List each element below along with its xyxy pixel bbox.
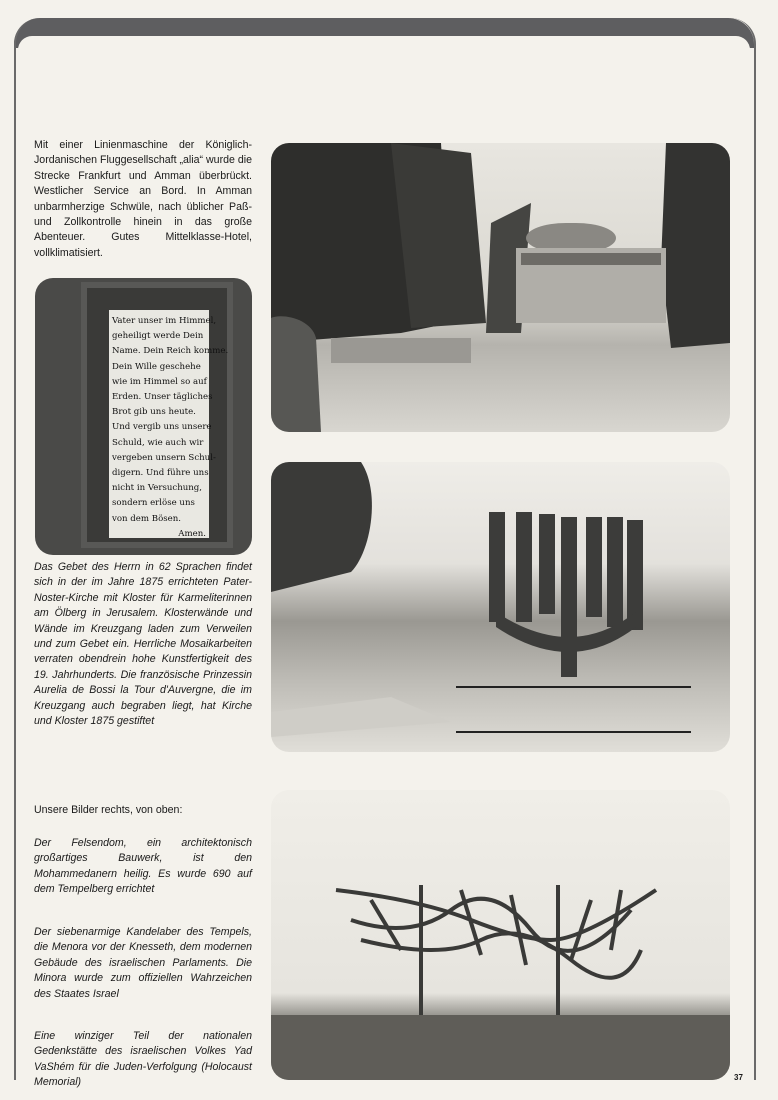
prayer-line: geheiligt werde Dein: [112, 331, 204, 342]
prayer-tile-text: [109, 310, 229, 539]
prayer-line: Vater unser im Himmel,: [112, 316, 217, 326]
caption-menora: Der siebenarmige Kandelaber des Tempels, die Menora vor der Knesseth, dem modernen Gebäude des israelischen Parlaments. Die Minora wurde zum offiziellen Wahrzeichen des Staates Israel: [34, 926, 252, 1000]
tile-caption: Das Gebet des Herrn in 62 Sprachen findet sich in der im Jahre 1875 errichteten Pater-Noster-Kirche mit Kloster für Karmeliterinnen am Ölberg in Jerusalem. Klosterwände und Wände im Kreuzgang laden zum Verweilen und zum Gebet ein. Herrliche Mosaikarbeiten verraten obendrein hohe Kunstfertigkeit des 19. Jahrhunderts. Die französische Prinzessin Aurelia de Bossi la Tour d'Auvergne, die im Kreuzgang auch begraben liegt, hat Kirche und Kloster 1875 gestiftet: [34, 561, 252, 728]
photo-dome-of-the-rock: [271, 143, 730, 432]
prayer-line: Brot gib uns heute.: [112, 407, 196, 418]
pictures-heading: Unsere Bilder rechts, von oben:: [34, 804, 183, 816]
prayer-line: Und vergib uns unsere: [112, 422, 212, 433]
prayer-line: wie im Himmel so auf: [112, 376, 207, 387]
photo-yad-vashem-sculpture: [271, 790, 730, 1080]
caption-dome: Der Felsendom, ein architektonisch großartiges Bauwerk, ist den Mohammedanern heilig. Es wurde 690 auf dem Tempelberg errichtet: [34, 837, 252, 896]
prayer-line: Dein Wille geschehe: [112, 361, 201, 372]
prayer-line: vergeben unsern Schul-: [112, 452, 216, 463]
prayer-line: Name. Dein Reich komme.: [112, 346, 229, 357]
prayer-line: digern. Und führe uns: [112, 468, 209, 479]
prayer-amen: Amen.: [178, 528, 206, 539]
photo-knesset-menorah: [271, 462, 730, 752]
intro-paragraph: Mit einer Linienmaschine der Königlich-Jordanischen Fluggesellschaft „alia“ wurde die Strecke Frankfurt und Amman überbrückt. Westlicher Service an Bord. In Amman unbarmherzige Schwüle, nach üblicher Paß- und Zollkontrolle hinein in das große Abenteuer. Gutes Mittelklasse-Hotel, vollklimatisiert.: [34, 139, 252, 259]
caption-yad-vashem: Eine winziger Teil der nationalen Gedenkstätte des israelischen Volkes Yad VaShém für die Juden-Verfolgung (Holocaust Memorial): [34, 1030, 252, 1089]
prayer-line: Erden. Unser tägliches: [112, 392, 213, 403]
prayer-line: sondern erlöse uns: [112, 498, 195, 509]
photo-pater-noster-tiles: [35, 278, 252, 555]
tile-mosaic: [81, 282, 233, 548]
prayer-line: von dem Bösen.: [112, 513, 182, 524]
page-number: 37: [734, 1073, 743, 1082]
prayer-line: Schuld, wie auch wir: [112, 437, 204, 448]
prayer-line: nicht in Versuchung,: [112, 483, 203, 494]
